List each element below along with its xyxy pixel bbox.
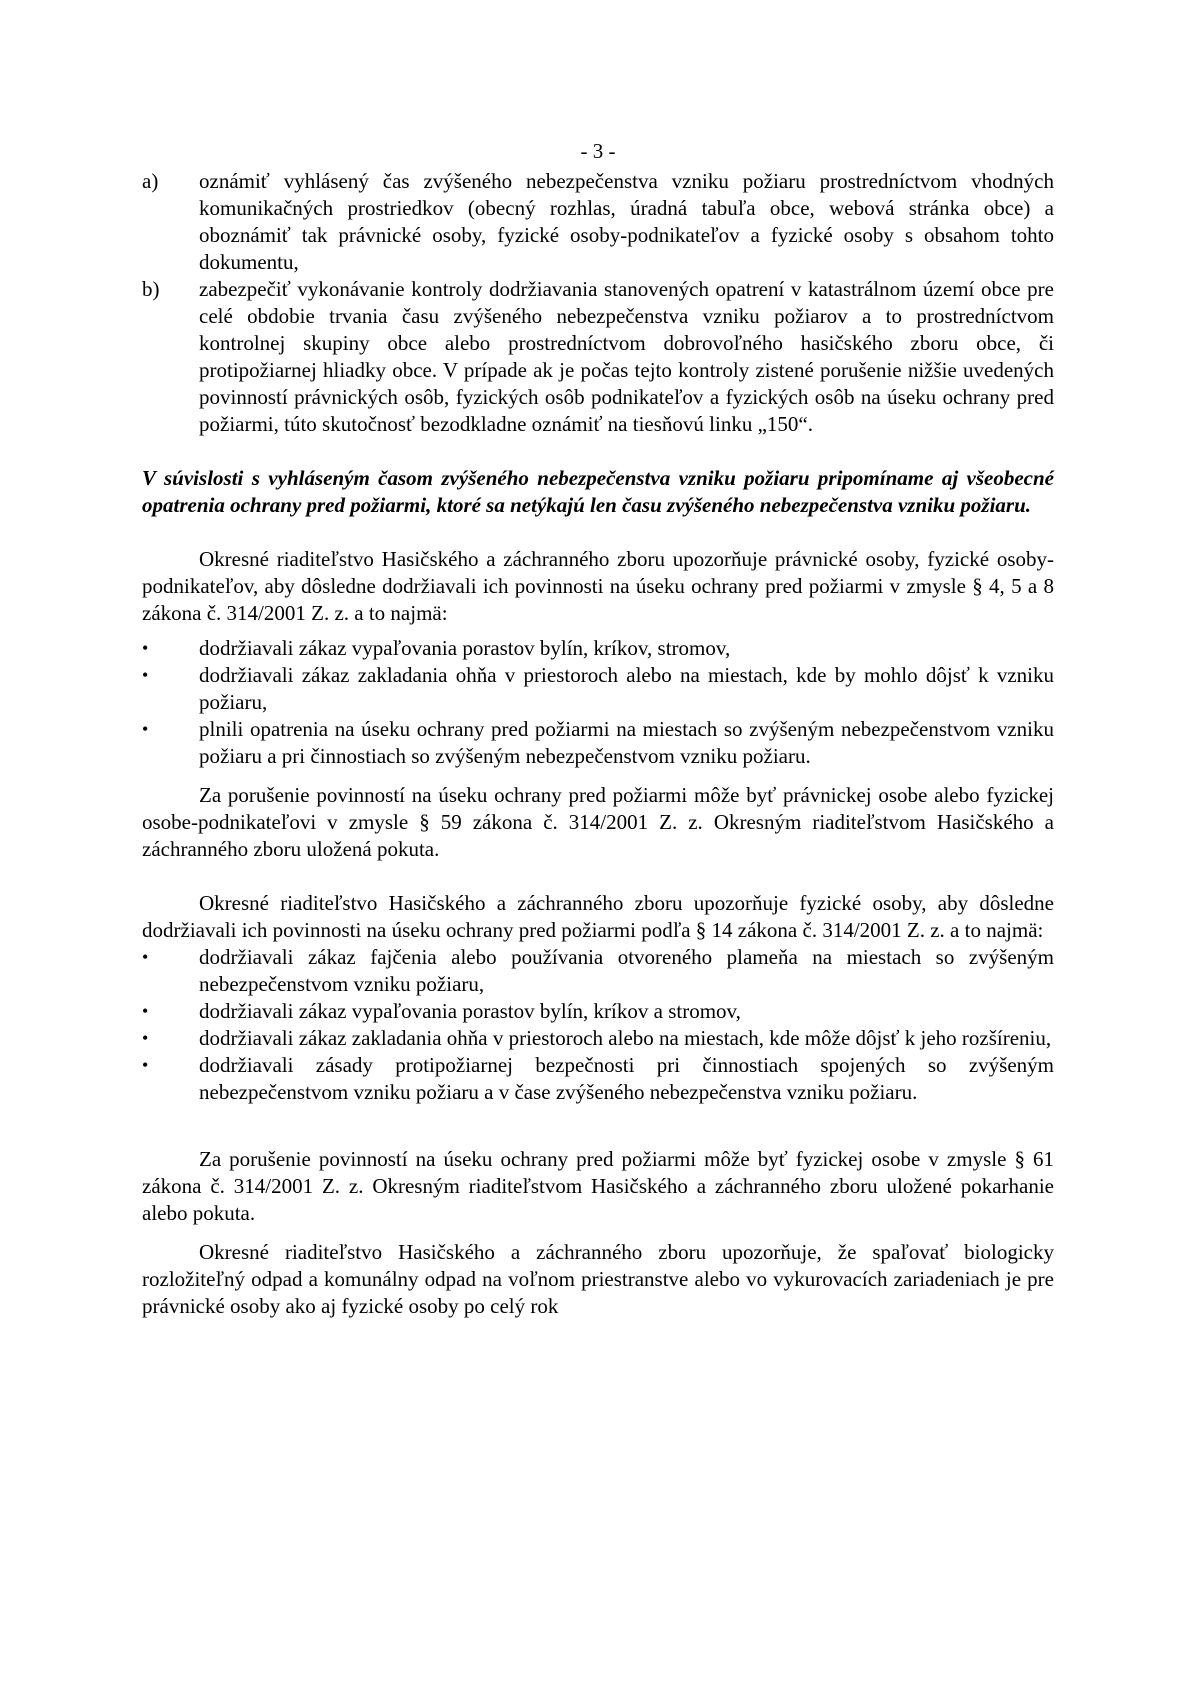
- section2-penalty: Za porušenie povinností na úseku ochrany pred požiarmi môže byť fyzickej osobe v zmysle § 61 zákona č. 314/2001 Z. z. Okresným riaditeľstvom Hasičského a záchranného zboru uložené pokarhanie alebo pokuta.: [142, 1147, 1054, 1225]
- list-item: [142, 1025, 1054, 1052]
- bullet-icon: •: [142, 665, 149, 685]
- emphasis-paragraph: V súvislosti s vyhláseným časom zvýšeného nebezpečenstva vzniku požiaru pripomíname aj všeobecné opatrenia ochrany pred požiarmi, ktoré sa netýkajú len času zvýšeného nebezpečenstva vzniku požiaru.: [142, 466, 1054, 517]
- section2-intro: Okresné riaditeľstvo Hasičského a záchranného zboru upozorňuje fyzické osoby, aby dôsledne dodržiavali ich povinnosti na úseku ochrany pred požiarmi podľa § 14 zákona č. 314/2001 Z. z. a to najmä:: [142, 891, 1054, 942]
- document-page: [142, 138, 1054, 1320]
- list-item-text: dodržiavali zákaz vypaľovania porastov bylín, kríkov a stromov,: [199, 999, 741, 1023]
- section1-penalty: Za porušenie povinností na úseku ochrany pred požiarmi môže byť právnickej osobe alebo fyzickej osobe-podnikateľovi v zmysle § 59 zákona č. 314/2001 Z. z. Okresným riaditeľstvom Hasičského a záchranného zboru uložená pokuta.: [142, 783, 1054, 861]
- list-item: [142, 998, 1054, 1025]
- page-number: - 3 -: [580, 139, 616, 163]
- list-item-text: zabezpečiť vykonávanie kontroly dodržiavania stanovených opatrení v katastrálnom území obce pre celé obdobie trvania času zvýšeného nebezpečenstva vzniku požiarov a to prostredníctvom kontrolnej skupiny obce alebo prostredníctvom dobrovoľného hasičského zboru obce, či protipožiarnej hliadky obce. V prípade ak je počas tejto kontroly zistené porušenie nižšie uvedených povinností právnických osôb, fyzických osôb podnikateľov a fyzických osôb na úseku ochrany pred požiarmi, túto skutočnosť bezodkladne oznámiť na tiesňovú linku „150“.: [199, 277, 1054, 436]
- list-item-text: dodržiavali zákaz vypaľovania porastov bylín, kríkov, stromov,: [199, 636, 731, 660]
- bullet-icon: •: [142, 638, 149, 658]
- list-item: [142, 635, 1054, 662]
- list-item-text: dodržiavali zákaz zakladania ohňa v priestoroch alebo na miestach, kde by mohlo dôjsť k vzniku požiaru,: [199, 663, 1054, 714]
- list-marker: a): [142, 169, 159, 193]
- list-item: [142, 716, 1054, 770]
- list-item-b: [142, 276, 1054, 438]
- list-item-text: oznámiť vyhlásený čas zvýšeného nebezpečenstva vzniku požiaru prostredníctvom vhodných komunikačných prostriedkov (obecný rozhlas, úradná tabuľa obce, webová stránka obce) a oboznámiť tak právnické osoby, fyzické osoby-podnikateľov a fyzické osoby s obsahom tohto dokumentu,: [199, 169, 1054, 274]
- list-item: [142, 662, 1054, 716]
- list-item: [142, 1052, 1054, 1106]
- section1-intro: Okresné riaditeľstvo Hasičského a záchranného zboru upozorňuje právnické osoby, fyzické osoby-podnikateľov, aby dôsledne dodržiavali ich povinnosti na úseku ochrany pred požiarmi v zmysle § 4, 5 a 8 zákona č. 314/2001 Z. z. a to najmä:: [142, 547, 1054, 625]
- list-item: [142, 944, 1054, 998]
- list-item-text: dodržiavali zásady protipožiarnej bezpečnosti pri činnostiach spojených so zvýšeným nebezpečenstvom vzniku požiaru a v čase zvýšeného nebezpečenstva vzniku požiaru.: [199, 1053, 1054, 1104]
- section1-bullet-list: [142, 635, 1054, 770]
- final-paragraph: Okresné riaditeľstvo Hasičského a záchranného zboru upozorňuje, že spaľovať biologicky rozložiteľný odpad a komunálny odpad na voľnom priestranstve alebo vo vykurovacích zariadeniach je pre právnické osoby ako aj fyzické osoby po celý rok: [142, 1240, 1054, 1318]
- bullet-icon: •: [142, 1028, 149, 1048]
- list-item-text: dodržiavali zákaz fajčenia alebo používania otvoreného plameňa na miestach so zvýšeným nebezpečenstvom vzniku požiaru,: [199, 945, 1054, 996]
- list-item-text: plnili opatrenia na úseku ochrany pred požiarmi na miestach so zvýšeným nebezpečenstvom vzniku požiaru a pri činnostiach so zvýšeným nebezpečenstvom vzniku požiaru.: [199, 717, 1054, 768]
- section2-bullet-list: [142, 944, 1054, 1106]
- bullet-icon: •: [142, 1001, 149, 1021]
- bullet-icon: •: [142, 1055, 149, 1075]
- list-marker: b): [142, 277, 160, 301]
- list-item-a: [142, 168, 1054, 276]
- bullet-icon: •: [142, 719, 149, 739]
- list-item-text: dodržiavali zákaz zakladania ohňa v priestoroch alebo na miestach, kde môže dôjsť k jeho rozšíreniu,: [199, 1026, 1052, 1050]
- bullet-icon: •: [142, 947, 149, 967]
